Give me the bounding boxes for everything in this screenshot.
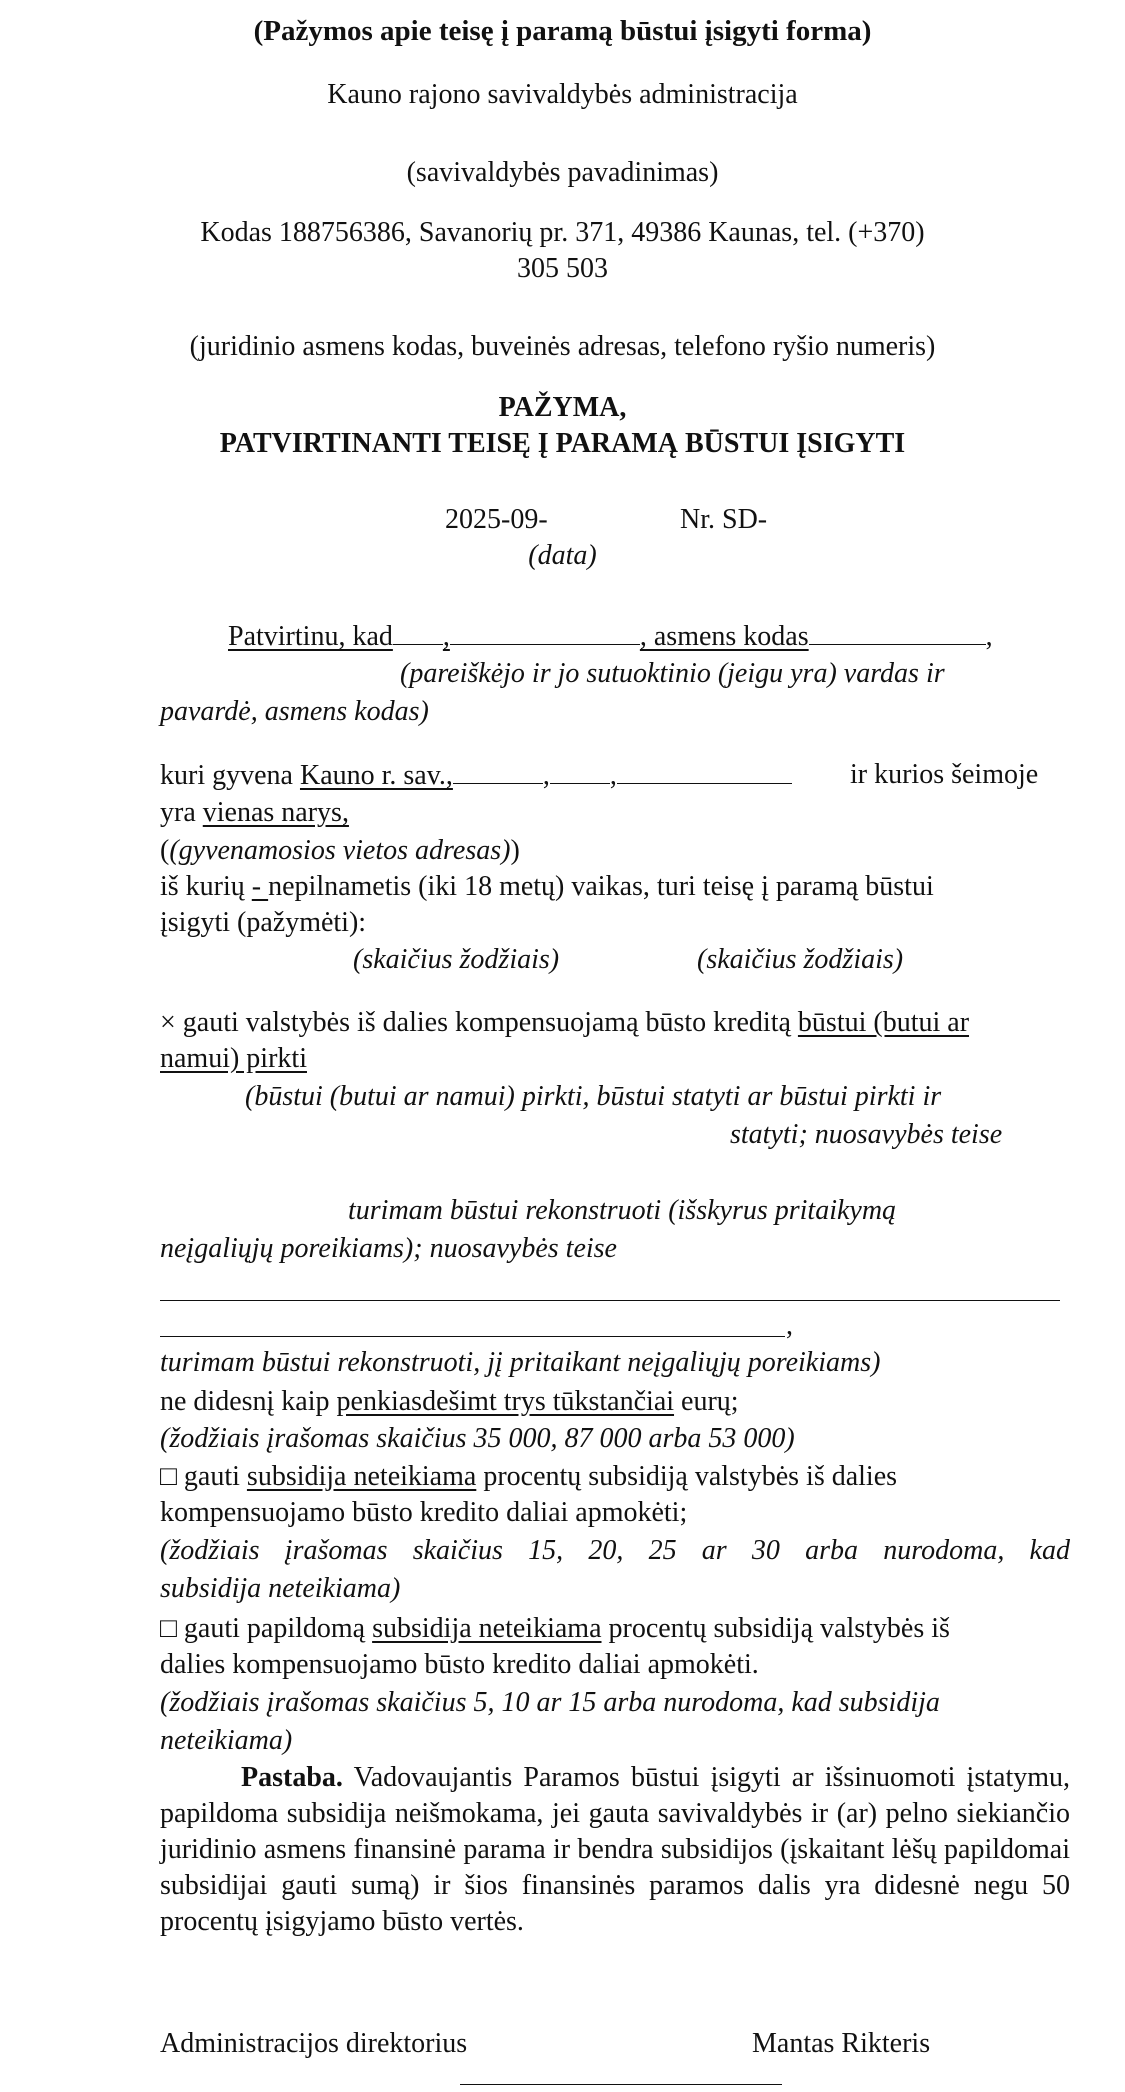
note-label: Pastaba. [241,1762,343,1793]
confirm-comma: , [442,621,450,652]
extra-caption-line1: (žodžiais įrašomas skaičius 5, 10 ar 15 arba nurodoma, kad subsidija [160,1687,940,1718]
extra-caption-line2: neteikiama) [160,1725,293,1756]
count-words-caption1: (skaičius žodžiais) [353,944,560,975]
option-extra-line [160,1611,950,1647]
address-street-blank [453,757,543,784]
applicant-surname-blank [450,618,610,645]
note-paragraph [160,1760,1070,1940]
amount-line [160,1384,739,1420]
subsidy-value: subsidija neteikiama [246,1461,477,1492]
credit-purpose-a: būstui (butui ar [797,1007,970,1038]
doc-title-line1: PAŽYMA, [498,392,627,423]
children-text2: įsigyti (pažymėti): [160,907,367,938]
children-line [160,869,934,905]
yra-word: yra [160,797,196,828]
blank-line-1 [160,1300,1060,1301]
address-house-blank [550,757,610,784]
date-caption: (data) [528,540,597,571]
children-count: - [251,871,269,902]
blank-line-comma: , [786,1310,793,1341]
count-words-caption2: (skaičius žodžiais) [697,944,904,975]
unchecked-box-subsidy[interactable]: □ [160,1461,177,1492]
issuer-contacts-line2: 305 503 [517,253,608,284]
option-credit-text: gauti valstybės iš dalies kompensuojamą būsto kreditą [182,1007,791,1038]
form-title: (Pažymos apie teisę į paramą būstui įsigyti forma) [253,15,872,47]
address-flat-blank [617,757,792,784]
spouse-blank [610,618,640,645]
amount-caption: (žodžiais įrašomas skaičius 35 000, 87 000 arba 53 000) [160,1423,795,1454]
issuer-name: Kauno rajono savivaldybės administracija [327,79,798,110]
amount-lead: ne didesnį kaip [160,1386,330,1417]
address-comma-a: , [542,760,550,791]
applicant-name-blank [393,618,443,645]
personal-code-label: , asmens kodas [639,621,809,652]
family-members-line [160,795,349,831]
doc-title-line2: PATVIRTINANTI TEISĘ Į PARAMĄ BŪSTUI ĮSIGYTI [219,428,906,459]
family-text: ir kurios šeimoje [850,759,1039,790]
issuer-contacts-caption: (juridinio asmens kodas, buveinės adresas, telefono ryšio numeris) [189,331,936,362]
credit-caption-line3: turimam būstui rekonstruoti (išskyrus pritaikymą [348,1195,897,1226]
subsidy-caption-line2: subsidija neteikiama) [160,1573,401,1604]
family-members: vienas narys, [202,797,349,828]
credit-purpose-b: namui) pirkti [160,1043,307,1074]
signature-line [460,2084,782,2085]
subsidy-text: procentų subsidiją valstybės iš dalies [483,1461,898,1492]
extra-text: procentų subsidiją valstybės iš [608,1613,950,1644]
children-text: nepilnametis (iki 18 metų) vaikas, turi teisę į paramą būstui [268,871,934,902]
confirm-caption-line1: (pareiškėjo ir jo sutuoktinio (jeigu yra) vardas ir [400,658,945,689]
blank-line-2 [160,1336,785,1337]
amount-words: penkiasdešimt trys tūkstančiai [336,1386,675,1417]
subsidy-lead: gauti [183,1461,240,1492]
issuer-contacts-line1: Kodas 188756386, Savanorių pr. 371, 49386 Kaunas, tel. (+370) [200,217,925,248]
issuer-name-caption: (savivaldybės pavadinimas) [406,157,719,188]
confirm-caption-line2: pavardė, asmens kodas) [160,696,429,727]
signature-position: Administracijos direktorius [160,2028,468,2059]
subsidy-caption-line1: (žodžiais įrašomas skaičius 15, 20, 25 ar 30 arba nurodoma, kad [160,1535,1070,1566]
confirm-end-comma: , [985,621,993,652]
children-lead: iš kurių [160,871,245,902]
document-number: Nr. SD- [680,504,768,535]
confirm-line [228,618,993,655]
signature-name: Mantas Rikteris [752,2028,931,2059]
option-subsidy-line [160,1459,897,1495]
residence-address: Kauno r. sav., [299,760,453,791]
extra-value: subsidija neteikiama [372,1613,602,1644]
document-date: 2025-09- [445,504,548,535]
subsidy-text2: kompensuojamo būsto kredito daliai apmokėti; [160,1497,688,1528]
option-credit-line [160,1005,969,1041]
residence-lead: kuri gyvena [160,760,293,791]
residence-caption-text: (gyvenamosios vietos adresas) [169,835,511,866]
credit-caption-line2: statyti; nuosavybės teise [730,1119,1003,1150]
address-comma-b: , [609,760,617,791]
note-text: Vadovaujantis Paramos būstui įsigyti ar išsinuomoti įstatymu, papildoma subsidija neišmokama, jei gauta savivaldybės ir (ar) pelno siekiančio juridinio asmens finansinė parama ir bendra subsidijos (įskaitant lėšų papildomai subsidijai gauti sumą) ir šios finansinės paramos dalis yra didesnė negu 50 procentų įsigyjamo būsto vertės. [160,1762,1070,1937]
credit-caption-line5: turimam būstui rekonstruoti, jį pritaikant neįgaliųjų poreikiams) [160,1347,881,1378]
confirm-lead: Patvirtinu, kad [228,621,393,652]
residence-line [160,757,792,794]
residence-caption: ((gyvenamosios vietos adresas)) [160,835,520,866]
unchecked-box-extra[interactable]: □ [160,1613,177,1644]
credit-caption-line4: neįgaliųjų poreikiams); nuosavybės teise [160,1233,617,1264]
personal-code-blank [809,618,986,645]
extra-text2: dalies kompensuojamo būsto kredito daliai apmokėti. [160,1649,759,1680]
amount-unit: eurų; [681,1386,739,1417]
extra-lead: gauti papildomą [183,1613,366,1644]
checked-mark[interactable]: × [160,1007,176,1038]
credit-caption-line1: (būstui (butui ar namui) pirkti, būstui statyti ar būstui pirkti ir [245,1081,942,1112]
